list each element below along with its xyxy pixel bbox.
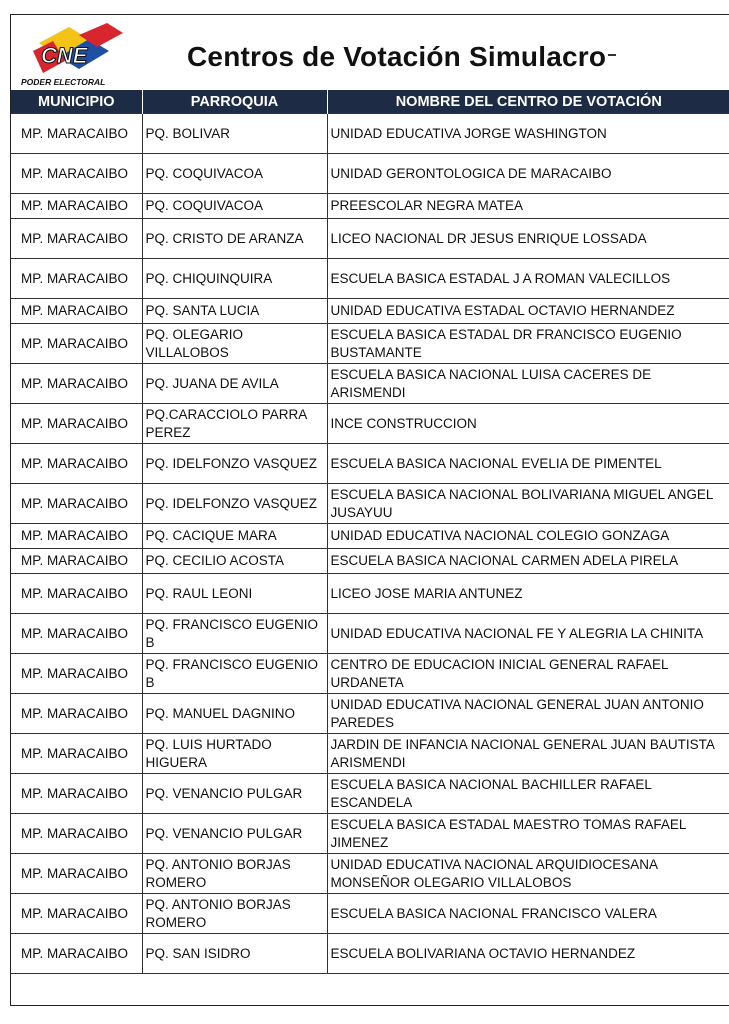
cell-parroquia: PQ. IDELFONZO VASQUEZ	[142, 484, 327, 524]
cell-municipio: MP. MARACAIBO	[11, 484, 142, 524]
cell-municipio: MP. MARACAIBO	[11, 934, 142, 974]
cell-centro: UNIDAD EDUCATIVA NACIONAL COLEGIO GONZAGA	[327, 524, 729, 549]
cell-municipio: MP. MARACAIBO	[11, 549, 142, 574]
cell-centro: PREESCOLAR NEGRA MATEA	[327, 194, 729, 219]
cell-centro: UNIDAD EDUCATIVA NACIONAL FE Y ALEGRIA LA CHINITA	[327, 614, 729, 654]
page-title	[187, 41, 616, 73]
cell-parroquia: PQ. FRANCISCO EUGENIO B	[142, 654, 327, 694]
table-row	[11, 894, 729, 934]
cell-municipio: MP. MARACAIBO	[11, 894, 142, 934]
cell-municipio: MP. MARACAIBO	[11, 654, 142, 694]
cell-municipio: MP. MARACAIBO	[11, 364, 142, 404]
table-row	[11, 114, 729, 154]
table-row	[11, 259, 729, 299]
cell-municipio: MP. MARACAIBO	[11, 694, 142, 734]
table-row	[11, 694, 729, 734]
cell-municipio: MP. MARACAIBO	[11, 324, 142, 364]
table-row	[11, 934, 729, 974]
voting-centers-table	[11, 90, 729, 974]
table-row	[11, 734, 729, 774]
cell-parroquia: PQ. ANTONIO BORJAS ROMERO	[142, 854, 327, 894]
table-row	[11, 774, 729, 814]
table-row	[11, 324, 729, 364]
table-row	[11, 814, 729, 854]
document-sheet	[10, 14, 729, 1006]
cell-municipio: MP. MARACAIBO	[11, 774, 142, 814]
cell-centro: ESCUELA BASICA ESTADAL J A ROMAN VALECILLOS	[327, 259, 729, 299]
cell-centro: UNIDAD GERONTOLOGICA DE MARACAIBO	[327, 154, 729, 194]
table-row	[11, 549, 729, 574]
table-row	[11, 444, 729, 484]
cell-parroquia: PQ. CACIQUE MARA	[142, 524, 327, 549]
cell-centro: UNIDAD EDUCATIVA NACIONAL ARQUIDIOCESANA MONSEÑOR OLEGARIO VILLALOBOS	[327, 854, 729, 894]
table-row	[11, 654, 729, 694]
page-title-text: Centros de Votación Simulacro	[187, 41, 607, 72]
cell-centro: ESCUELA BASICA NACIONAL BACHILLER RAFAEL ESCANDELA	[327, 774, 729, 814]
table-row	[11, 614, 729, 654]
cell-municipio: MP. MARACAIBO	[11, 114, 142, 154]
table-row	[11, 154, 729, 194]
cell-parroquia: PQ. RAUL LEONI	[142, 574, 327, 614]
table-header-row	[11, 90, 729, 114]
cell-parroquia: PQ. SAN ISIDRO	[142, 934, 327, 974]
cell-municipio: MP. MARACAIBO	[11, 524, 142, 549]
cell-parroquia: PQ. CECILIO ACOSTA	[142, 549, 327, 574]
cell-centro: INCE CONSTRUCCION	[327, 404, 729, 444]
title-dash	[608, 54, 616, 56]
cell-parroquia: PQ.CARACCIOLO PARRA PEREZ	[142, 404, 327, 444]
cell-centro: ESCUELA BASICA NACIONAL BOLIVARIANA MIGUEL ANGEL JUSAYUU	[327, 484, 729, 524]
cell-municipio: MP. MARACAIBO	[11, 404, 142, 444]
table-row	[11, 484, 729, 524]
cell-parroquia: PQ. BOLIVAR	[142, 114, 327, 154]
cell-municipio: MP. MARACAIBO	[11, 194, 142, 219]
cell-parroquia: PQ. ANTONIO BORJAS ROMERO	[142, 894, 327, 934]
cell-municipio: MP. MARACAIBO	[11, 259, 142, 299]
cell-centro: UNIDAD EDUCATIVA NACIONAL GENERAL JUAN ANTONIO PAREDES	[327, 694, 729, 734]
cell-parroquia: PQ. CHIQUINQUIRA	[142, 259, 327, 299]
cell-municipio: MP. MARACAIBO	[11, 219, 142, 259]
table-row	[11, 524, 729, 549]
cell-centro: ESCUELA BASICA NACIONAL EVELIA DE PIMENTEL	[327, 444, 729, 484]
table-body	[11, 114, 729, 974]
table-row	[11, 574, 729, 614]
cell-municipio: MP. MARACAIBO	[11, 444, 142, 484]
table-row	[11, 194, 729, 219]
cell-municipio: MP. MARACAIBO	[11, 299, 142, 324]
table-row	[11, 854, 729, 894]
cell-municipio: MP. MARACAIBO	[11, 614, 142, 654]
cell-centro: UNIDAD EDUCATIVA ESTADAL OCTAVIO HERNANDEZ	[327, 299, 729, 324]
cell-centro: UNIDAD EDUCATIVA JORGE WASHINGTON	[327, 114, 729, 154]
table-row	[11, 364, 729, 404]
cell-municipio: MP. MARACAIBO	[11, 154, 142, 194]
svg-text:PODER ELECTORAL: PODER ELECTORAL	[21, 77, 106, 87]
cell-parroquia: PQ. LUIS HURTADO HIGUERA	[142, 734, 327, 774]
cell-parroquia: PQ. JUANA DE AVILA	[142, 364, 327, 404]
cell-parroquia: PQ. CRISTO DE ARANZA	[142, 219, 327, 259]
cell-parroquia: PQ. VENANCIO PULGAR	[142, 774, 327, 814]
cell-centro: LICEO JOSE MARIA ANTUNEZ	[327, 574, 729, 614]
cell-parroquia: PQ. IDELFONZO VASQUEZ	[142, 444, 327, 484]
cell-centro: ESCUELA BOLIVARIANA OCTAVIO HERNANDEZ	[327, 934, 729, 974]
cell-centro: ESCUELA BASICA NACIONAL CARMEN ADELA PIRELA	[327, 549, 729, 574]
cell-parroquia: PQ. FRANCISCO EUGENIO B	[142, 614, 327, 654]
table-row	[11, 404, 729, 444]
cell-parroquia: PQ. MANUEL DAGNINO	[142, 694, 327, 734]
cell-centro: ESCUELA BASICA ESTADAL MAESTRO TOMAS RAFAEL JIMENEZ	[327, 814, 729, 854]
svg-text:CNE: CNE	[41, 43, 88, 68]
cell-parroquia: PQ. SANTA LUCIA	[142, 299, 327, 324]
column-header-municipio: MUNICIPIO	[11, 90, 142, 114]
cell-parroquia: PQ. OLEGARIO VILLALOBOS	[142, 324, 327, 364]
cell-centro: ESCUELA BASICA NACIONAL FRANCISCO VALERA	[327, 894, 729, 934]
cell-centro: ESCUELA BASICA NACIONAL LUISA CACERES DE ARISMENDI	[327, 364, 729, 404]
cell-parroquia: PQ. COQUIVACOA	[142, 154, 327, 194]
table-row	[11, 219, 729, 259]
cell-parroquia: PQ. COQUIVACOA	[142, 194, 327, 219]
cell-municipio: MP. MARACAIBO	[11, 854, 142, 894]
cell-municipio: MP. MARACAIBO	[11, 814, 142, 854]
cne-logo	[19, 21, 129, 87]
cell-centro: ESCUELA BASICA ESTADAL DR FRANCISCO EUGENIO BUSTAMANTE	[327, 324, 729, 364]
document-header	[11, 15, 729, 90]
cell-centro: CENTRO DE EDUCACION INICIAL GENERAL RAFAEL URDANETA	[327, 654, 729, 694]
cell-municipio: MP. MARACAIBO	[11, 734, 142, 774]
cell-municipio: MP. MARACAIBO	[11, 574, 142, 614]
cell-parroquia: PQ. VENANCIO PULGAR	[142, 814, 327, 854]
column-header-centro: NOMBRE DEL CENTRO DE VOTACIÓN	[327, 90, 729, 114]
table-row	[11, 299, 729, 324]
column-header-parroquia: PARROQUIA	[142, 90, 327, 114]
cell-centro: LICEO NACIONAL DR JESUS ENRIQUE LOSSADA	[327, 219, 729, 259]
cell-centro: JARDIN DE INFANCIA NACIONAL GENERAL JUAN BAUTISTA ARISMENDI	[327, 734, 729, 774]
